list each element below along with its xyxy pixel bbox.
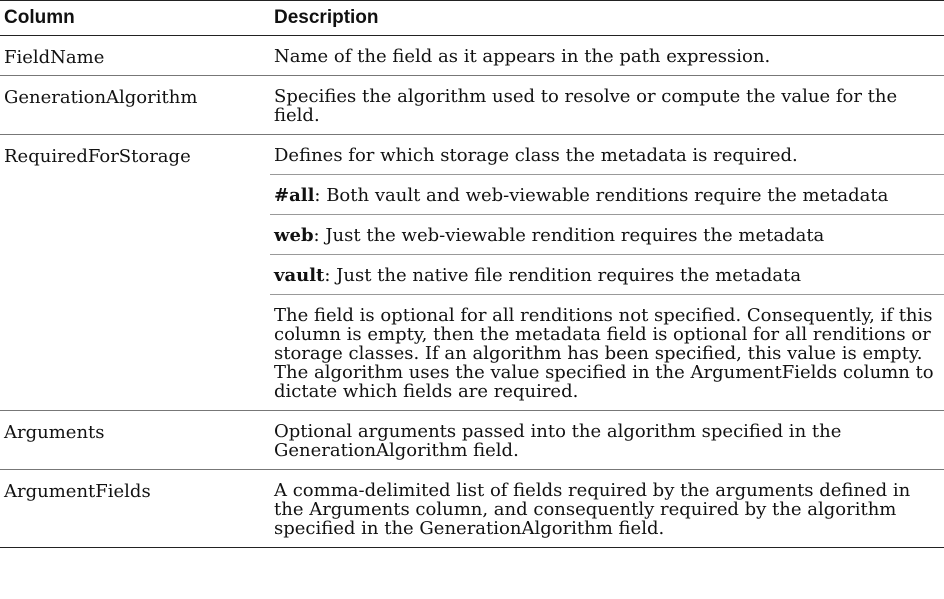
description-cell <box>270 76 944 135</box>
column-header: Column <box>0 1 270 36</box>
description-header: Description <box>270 1 944 36</box>
description-cell <box>270 470 944 548</box>
description-cell <box>270 411 944 470</box>
paragraph-text: Optional arguments passed into the algorithm specified in the GenerationAlgorithm field. <box>274 421 842 461</box>
description-paragraph <box>270 76 944 134</box>
paragraph-text: Specifies the algorithm used to resolve or compute the value for the field. <box>274 86 898 126</box>
paragraph-text: : Just the native file rendition requires the metadata <box>324 265 802 286</box>
paragraph-text: : Just the web-viewable rendition requires the metadata <box>313 225 825 246</box>
column-name-cell: FieldName <box>4 47 105 68</box>
description-paragraph <box>270 135 944 174</box>
column-name-cell: RequiredForStorage <box>4 146 191 167</box>
column-name-cell: Arguments <box>4 422 105 443</box>
description-paragraph <box>270 411 944 469</box>
description-paragraph <box>270 470 944 547</box>
paragraph-text: A comma-delimited list of fields required by the arguments defined in the Arguments column, and consequently required by the algorithm specified in the GenerationAlgorithm field. <box>274 480 911 539</box>
option-term: vault <box>274 265 325 286</box>
column-name-cell: ArgumentFields <box>4 481 151 502</box>
table-row <box>0 36 944 76</box>
option-term: web <box>274 225 314 246</box>
paragraph-text: The field is optional for all renditions not specified. Consequently, if this column is empty, then the metadata field is optional for all renditions or storage classes. If an algorithm has been specified, this value is empty. The algorithm uses the value specified in the ArgumentFields column to dictate which fields are required. <box>274 305 934 402</box>
column-name-cell: GenerationAlgorithm <box>4 87 198 108</box>
table-row <box>0 76 944 135</box>
table-header <box>0 1 944 36</box>
table-row <box>0 470 944 548</box>
description-cell <box>270 135 944 411</box>
option-term: #all <box>274 185 315 206</box>
description-paragraph <box>270 36 944 75</box>
description-paragraph <box>270 294 944 410</box>
paragraph-text: Defines for which storage class the metadata is required. <box>274 145 798 166</box>
header-row <box>0 1 944 36</box>
description-paragraph <box>270 254 944 294</box>
paragraph-text: : Both vault and web-viewable renditions require the metadata <box>314 185 889 206</box>
table-row <box>0 411 944 470</box>
description-cell <box>270 36 944 76</box>
table-row <box>0 135 944 411</box>
description-paragraph <box>270 174 944 214</box>
description-paragraph <box>270 214 944 254</box>
paragraph-text: Name of the field as it appears in the path expression. <box>274 46 771 67</box>
table-body <box>0 36 944 548</box>
